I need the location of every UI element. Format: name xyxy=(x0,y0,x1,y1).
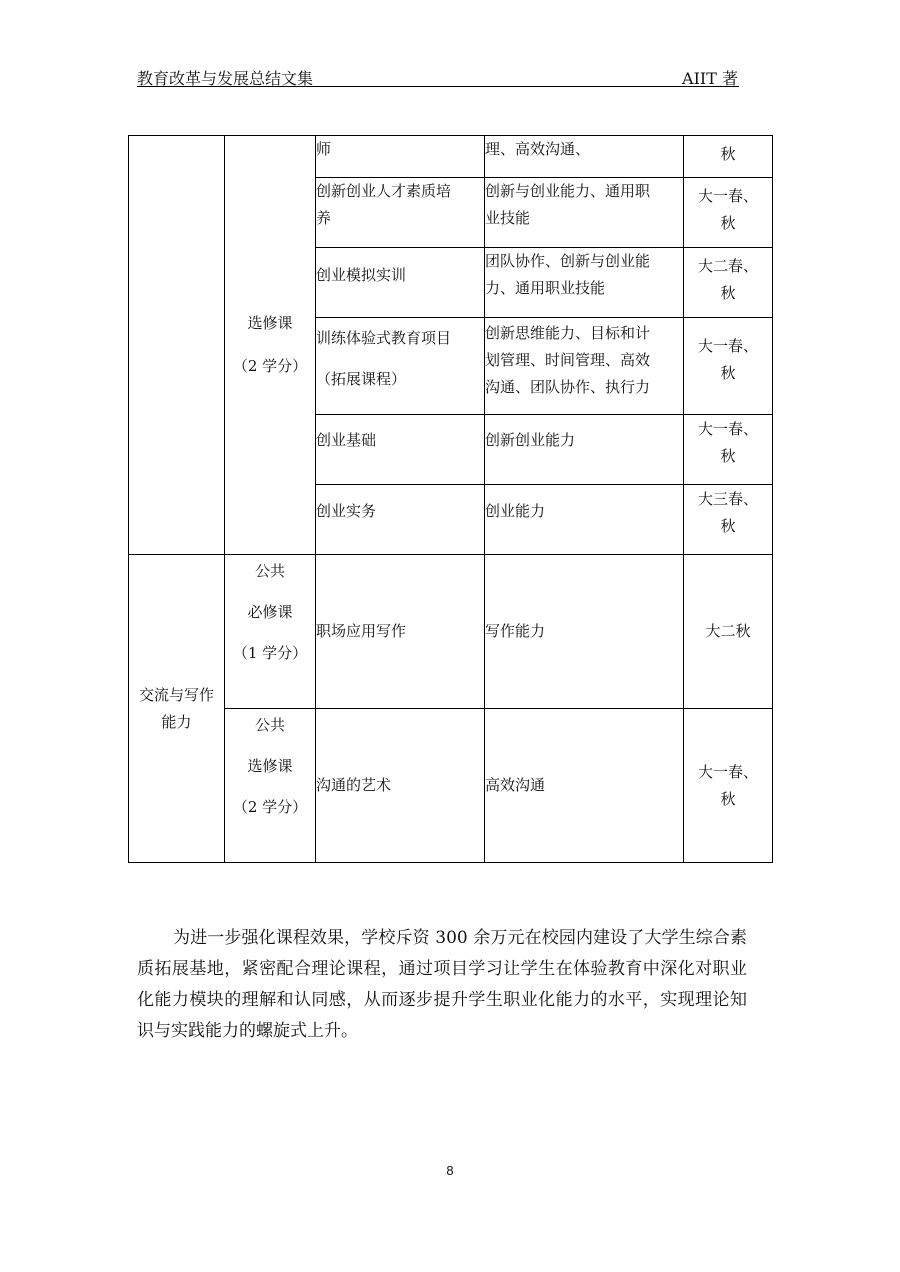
course-name-cell: 职场应用写作 xyxy=(316,555,485,709)
running-header-author: AIIT 著 xyxy=(682,69,738,88)
header-rule xyxy=(137,86,739,87)
category-cell: 交流与写作 能力 xyxy=(129,555,225,863)
page-number: 8 xyxy=(446,1163,454,1178)
table-row xyxy=(129,555,773,709)
course-type-cell: 公共 必修课 （1 学分） xyxy=(225,555,316,709)
course-table xyxy=(128,135,773,863)
term-cell: 大一春、 秋 xyxy=(684,178,773,248)
ability-cell: 写作能力 xyxy=(485,555,684,709)
term-cell: 大三春、 秋 xyxy=(684,485,773,555)
ability-cell: 理、高效沟通、 xyxy=(485,136,684,178)
ability-cell: 创新思维能力、目标和计 划管理、时间管理、高效 沟通、团队协作、执行力 xyxy=(485,318,684,415)
course-name-cell: 师 xyxy=(316,136,485,178)
category-cell-empty xyxy=(129,136,225,555)
course-type-cell: 选修课 （2 学分） xyxy=(225,136,316,555)
table-row xyxy=(129,136,773,178)
running-header-title: 教育改革与发展总结文集 xyxy=(137,69,314,88)
table-row xyxy=(129,709,773,863)
term-cell: 秋 xyxy=(684,136,773,178)
ability-cell: 团队协作、创新与创业能 力、通用职业技能 xyxy=(485,248,684,318)
course-name-cell: 创业实务 xyxy=(316,485,485,555)
course-name-cell: 创业基础 xyxy=(316,415,485,485)
term-cell: 大二秋 xyxy=(684,555,773,709)
ability-cell: 创新创业能力 xyxy=(485,415,684,485)
body-paragraph: 为进一步强化课程效果，学校斥资 300 余万元在校园内建设了大学生综合素质拓展基地，紧密配合理论课程，通过项目学习让学生在体验教育中深化对职业化能力模块的理解和认同感，从而逐步提升学生职业化能力的水平，实现理论知识与实践能力的螺旋式上升。 xyxy=(137,928,747,1041)
course-name-cell: 创新创业人才素质培 养 xyxy=(316,178,485,248)
ability-cell: 创新与创业能力、通用职 业技能 xyxy=(485,178,684,248)
course-name-cell: 训练体验式教育项目 （拓展课程） xyxy=(316,318,485,415)
term-cell: 大二春、 秋 xyxy=(684,248,773,318)
ability-cell: 高效沟通 xyxy=(485,709,684,863)
course-name-cell: 创业模拟实训 xyxy=(316,248,485,318)
ability-cell: 创业能力 xyxy=(485,485,684,555)
course-type-cell: 公共 选修课 （2 学分） xyxy=(225,709,316,863)
term-cell: 大一春、 秋 xyxy=(684,318,773,415)
term-cell: 大一春、 秋 xyxy=(684,415,773,485)
course-name-cell: 沟通的艺术 xyxy=(316,709,485,863)
term-cell: 大一春、 秋 xyxy=(684,709,773,863)
